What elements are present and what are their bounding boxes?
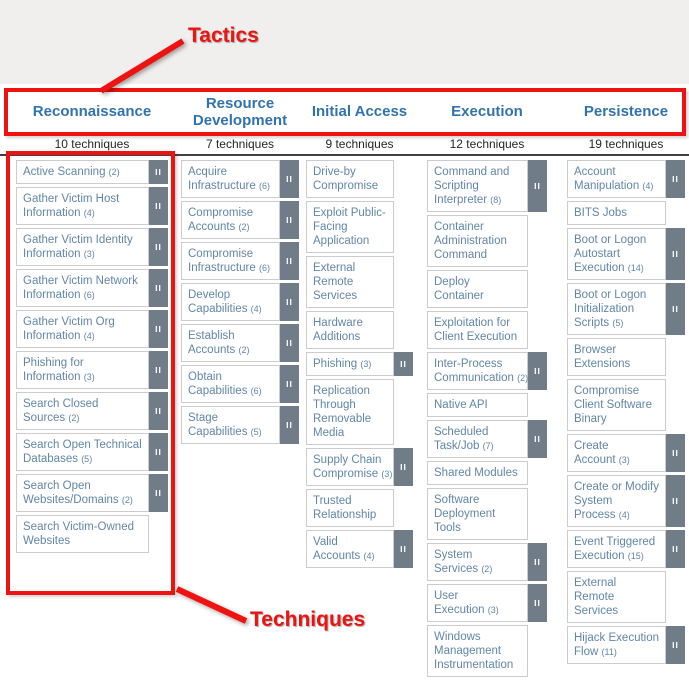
technique-label[interactable]: Supply Chain Compromise (3)	[306, 448, 394, 486]
technique-compromise-infrastructure[interactable]	[181, 242, 299, 280]
technique-exploit-public-facing-application[interactable]	[306, 201, 413, 253]
technique-deploy-container[interactable]	[427, 270, 547, 308]
technique-replication-through-removable-media[interactable]	[306, 379, 413, 445]
technique-label[interactable]: Acquire Infrastructure (6)	[181, 160, 280, 198]
subtechnique-count: (4)	[642, 181, 654, 191]
technique-gather-victim-network-information[interactable]	[16, 269, 168, 307]
technique-develop-capabilities[interactable]	[181, 283, 299, 321]
tactic-header-resource-development[interactable]: Resource Development	[192, 94, 288, 129]
tactic-column-resource-development	[181, 160, 299, 447]
technique-phishing[interactable]	[306, 352, 413, 376]
subtechnique-expand-handle-icon[interactable]: II	[280, 365, 299, 403]
technique-native-api[interactable]	[427, 393, 547, 417]
subtechnique-count: (4)	[83, 331, 95, 341]
technique-windows-management-instrumentation[interactable]	[427, 625, 547, 677]
technique-label[interactable]: Hijack Execution Flow (11)	[567, 626, 666, 664]
technique-search-closed-sources[interactable]	[16, 392, 168, 430]
technique-label[interactable]: Native API	[427, 393, 528, 417]
subtechnique-expand-handle-icon[interactable]: II	[280, 242, 299, 280]
technique-container-administration-command[interactable]	[427, 215, 547, 267]
tactic-header-persistence[interactable]: Persistence	[583, 103, 669, 120]
technique-label[interactable]: External Remote Services	[567, 571, 666, 623]
subtechnique-expand-handle-icon[interactable]: II	[280, 201, 299, 239]
subtechnique-count: (8)	[490, 195, 502, 205]
technique-label[interactable]: Search Closed Sources (2)	[16, 392, 149, 430]
technique-system-services[interactable]	[427, 543, 547, 581]
technique-label[interactable]: Valid Accounts (4)	[306, 530, 394, 568]
technique-label[interactable]: Shared Modules	[427, 461, 528, 485]
subtechnique-expand-handle-icon[interactable]: II	[149, 269, 168, 307]
subtechnique-count: (15)	[627, 551, 644, 561]
matrix-header-divider	[0, 154, 689, 156]
subtechnique-expand-handle-icon[interactable]: II	[149, 228, 168, 266]
technique-label[interactable]: Replication Through Removable Media	[306, 379, 394, 445]
subtechnique-count: (2)	[481, 564, 493, 574]
technique-label[interactable]: Inter-Process Communication (2)	[427, 352, 528, 390]
tactic-column-reconnaissance	[16, 160, 168, 556]
technique-account-manipulation[interactable]	[567, 160, 685, 198]
technique-boot-or-logon-initialization-scripts[interactable]	[567, 283, 685, 335]
subtechnique-count: (11)	[601, 647, 617, 657]
technique-stage-capabilities[interactable]	[181, 406, 299, 444]
technique-scheduled-task-job[interactable]	[427, 420, 547, 458]
subtechnique-expand-handle-icon[interactable]: II	[666, 626, 685, 664]
tactic-count-reconnaissance: 10 techniques	[54, 137, 130, 151]
technique-label[interactable]: Gather Victim Identity Information (3)	[16, 228, 149, 266]
subtechnique-expand-handle-icon[interactable]: II	[394, 448, 413, 486]
technique-label[interactable]: Compromise Accounts (2)	[181, 201, 280, 239]
subtechnique-count: (5)	[81, 454, 93, 464]
subtechnique-count: (2)	[121, 495, 133, 505]
technique-label[interactable]: Boot or Logon Autostart Execution (14)	[567, 228, 666, 280]
technique-boot-or-logon-autostart-execution[interactable]	[567, 228, 685, 280]
subtechnique-expand-handle-icon[interactable]: II	[394, 352, 413, 376]
technique-compromise-client-software-binary[interactable]	[567, 379, 685, 431]
subtechnique-expand-handle-icon[interactable]: II	[149, 433, 168, 471]
subtechnique-expand-handle-icon[interactable]: II	[149, 187, 168, 225]
subtechnique-expand-handle-icon[interactable]: II	[666, 160, 685, 198]
technique-label[interactable]: Command and Scripting Interpreter (8)	[427, 160, 528, 212]
technique-label[interactable]: Gather Victim Host Information (4)	[16, 187, 149, 225]
subtechnique-count: (5)	[612, 318, 624, 328]
subtechnique-expand-handle-icon[interactable]: II	[528, 543, 547, 581]
technique-count-row	[0, 137, 689, 153]
technique-compromise-accounts[interactable]	[181, 201, 299, 239]
technique-shared-modules[interactable]	[427, 461, 547, 485]
technique-bits-jobs[interactable]	[567, 201, 685, 225]
technique-software-deployment-tools[interactable]	[427, 488, 547, 540]
technique-label[interactable]: Deploy Container	[427, 270, 528, 308]
technique-event-triggered-execution[interactable]	[567, 530, 685, 568]
subtechnique-count: (3)	[618, 455, 630, 465]
technique-label[interactable]: Obtain Capabilities (6)	[181, 365, 280, 403]
technique-label[interactable]: Boot or Logon Initialization Scripts (5)	[567, 283, 666, 335]
technique-label[interactable]: Phishing (3)	[306, 352, 394, 376]
subtechnique-expand-handle-icon[interactable]: II	[666, 530, 685, 568]
subtechnique-count: (6)	[258, 181, 270, 191]
technique-label[interactable]: Gather Victim Network Information (6)	[16, 269, 149, 307]
top-background-band	[0, 0, 689, 84]
technique-label[interactable]: Create or Modify System Process (4)	[567, 475, 666, 527]
subtechnique-expand-handle-icon[interactable]: II	[280, 406, 299, 444]
subtechnique-count: (6)	[83, 290, 95, 300]
technique-search-open-technical-databases[interactable]	[16, 433, 168, 471]
subtechnique-expand-handle-icon[interactable]: II	[149, 160, 168, 184]
technique-label[interactable]: Exploitation for Client Execution	[427, 311, 528, 349]
subtechnique-expand-handle-icon[interactable]: II	[528, 352, 547, 390]
technique-label[interactable]: Active Scanning (2)	[16, 160, 149, 184]
subtechnique-expand-handle-icon[interactable]: II	[666, 228, 685, 280]
subtechnique-count: (2)	[108, 167, 120, 177]
subtechnique-count: (6)	[250, 386, 262, 396]
technique-label[interactable]: Search Open Technical Databases (5)	[16, 433, 149, 471]
technique-label[interactable]: External Remote Services	[306, 256, 394, 308]
technique-valid-accounts[interactable]	[306, 530, 413, 568]
subtechnique-expand-handle-icon[interactable]: II	[666, 475, 685, 527]
subtechnique-expand-handle-icon[interactable]: II	[394, 530, 413, 568]
technique-label[interactable]: Establish Accounts (2)	[181, 324, 280, 362]
tactic-column-initial-access	[306, 160, 413, 571]
subtechnique-expand-handle-icon[interactable]: II	[528, 584, 547, 622]
technique-label[interactable]: Windows Management Instrumentation	[427, 625, 528, 677]
tactic-count-persistence: 19 techniques	[588, 137, 664, 151]
subtechnique-expand-handle-icon[interactable]: II	[666, 434, 685, 472]
techniques-annotation-label: Techniques	[250, 608, 366, 631]
technique-acquire-infrastructure[interactable]	[181, 160, 299, 198]
technique-obtain-capabilities[interactable]	[181, 365, 299, 403]
technique-label[interactable]: Search Victim-Owned Websites	[16, 515, 149, 553]
subtechnique-expand-handle-icon[interactable]: II	[666, 283, 685, 335]
tactic-header-execution[interactable]: Execution	[451, 103, 523, 120]
techniques-arrow	[177, 589, 246, 621]
technique-hijack-execution-flow[interactable]	[567, 626, 685, 664]
technique-label[interactable]: Hardware Additions	[306, 311, 394, 349]
technique-label[interactable]: Create Account (3)	[567, 434, 666, 472]
technique-gather-victim-host-information[interactable]	[16, 187, 168, 225]
technique-establish-accounts[interactable]	[181, 324, 299, 362]
technique-label[interactable]: Exploit Public-Facing Application	[306, 201, 394, 253]
subtechnique-count: (4)	[250, 304, 262, 314]
technique-command-and-scripting-interpreter[interactable]	[427, 160, 547, 212]
technique-label[interactable]: User Execution (3)	[427, 584, 528, 622]
technique-exploitation-for-client-execution[interactable]	[427, 311, 547, 349]
technique-label[interactable]: Develop Capabilities (4)	[181, 283, 280, 321]
tactic-count-execution: 12 techniques	[449, 137, 525, 151]
subtechnique-expand-handle-icon[interactable]: II	[280, 324, 299, 362]
subtechnique-count: (3)	[360, 359, 372, 369]
technique-phishing-for-information[interactable]	[16, 351, 168, 389]
subtechnique-count: (7)	[482, 441, 494, 451]
tactic-column-execution	[427, 160, 547, 680]
technique-label[interactable]: Trusted Relationship	[306, 489, 394, 527]
subtechnique-count: (3)	[83, 372, 95, 382]
subtechnique-expand-handle-icon[interactable]: II	[149, 392, 168, 430]
technique-search-victim-owned-websites[interactable]	[16, 515, 168, 553]
subtechnique-count: (2)	[238, 222, 250, 232]
technique-label[interactable]: Stage Capabilities (5)	[181, 406, 280, 444]
subtechnique-count: (5)	[250, 427, 262, 437]
subtechnique-count: (4)	[83, 208, 95, 218]
subtechnique-count: (3)	[83, 249, 95, 259]
tactic-column-persistence	[567, 160, 685, 667]
subtechnique-count: (4)	[618, 510, 630, 520]
subtechnique-expand-handle-icon[interactable]: II	[149, 474, 168, 512]
subtechnique-count: (2)	[238, 345, 250, 355]
tactic-header-row	[0, 88, 689, 135]
technique-label[interactable]: Phishing for Information (3)	[16, 351, 149, 389]
tactic-count-resource-development: 7 techniques	[205, 137, 275, 151]
technique-label[interactable]: Compromise Client Software Binary	[567, 379, 666, 431]
technique-active-scanning[interactable]	[16, 160, 168, 184]
technique-label[interactable]: Drive-by Compromise	[306, 160, 394, 198]
technique-gather-victim-org-information[interactable]	[16, 310, 168, 348]
technique-label[interactable]: Search Open Websites/Domains (2)	[16, 474, 149, 512]
subtechnique-count: (6)	[258, 263, 270, 273]
subtechnique-count: (3)	[487, 605, 499, 615]
technique-create-or-modify-system-process[interactable]	[567, 475, 685, 527]
tactic-header-initial-access[interactable]: Initial Access	[311, 103, 408, 120]
technique-label[interactable]: Compromise Infrastructure (6)	[181, 242, 280, 280]
technique-external-remote-services[interactable]	[567, 571, 685, 623]
subtechnique-count: (14)	[627, 263, 644, 273]
technique-label[interactable]: System Services (2)	[427, 543, 528, 581]
technique-label[interactable]: Gather Victim Org Information (4)	[16, 310, 149, 348]
technique-browser-extensions[interactable]	[567, 338, 685, 376]
technique-label[interactable]: Browser Extensions	[567, 338, 666, 376]
tactic-count-initial-access: 9 techniques	[325, 137, 394, 151]
subtechnique-expand-handle-icon[interactable]: II	[528, 420, 547, 458]
technique-label[interactable]: Scheduled Task/Job (7)	[427, 420, 528, 458]
subtechnique-expand-handle-icon[interactable]: II	[528, 160, 547, 212]
technique-label[interactable]: Software Deployment Tools	[427, 488, 528, 540]
technique-hardware-additions[interactable]	[306, 311, 413, 349]
technique-label[interactable]: BITS Jobs	[567, 201, 666, 225]
subtechnique-expand-handle-icon[interactable]: II	[280, 160, 299, 198]
technique-label[interactable]: Container Administration Command	[427, 215, 528, 267]
technique-supply-chain-compromise[interactable]	[306, 448, 413, 486]
technique-create-account[interactable]	[567, 434, 685, 472]
subtechnique-expand-handle-icon[interactable]: II	[280, 283, 299, 321]
technique-drive-by-compromise[interactable]	[306, 160, 413, 198]
subtechnique-count: (4)	[363, 551, 375, 561]
subtechnique-count: (2)	[517, 373, 529, 383]
subtechnique-expand-handle-icon[interactable]: II	[149, 310, 168, 348]
technique-search-open-websites-domains[interactable]	[16, 474, 168, 512]
technique-label[interactable]: Event Triggered Execution (15)	[567, 530, 666, 568]
technique-user-execution[interactable]	[427, 584, 547, 622]
subtechnique-count: (2)	[68, 413, 80, 423]
technique-label[interactable]: Account Manipulation (4)	[567, 160, 666, 198]
subtechnique-count: (3)	[381, 469, 393, 479]
subtechnique-expand-handle-icon[interactable]: II	[149, 351, 168, 389]
technique-trusted-relationship[interactable]	[306, 489, 413, 527]
technique-external-remote-services[interactable]	[306, 256, 413, 308]
tactics-annotation-label: Tactics	[188, 24, 259, 47]
tactic-header-reconnaissance[interactable]: Reconnaissance	[32, 103, 152, 120]
technique-inter-process-communication[interactable]	[427, 352, 547, 390]
technique-gather-victim-identity-information[interactable]	[16, 228, 168, 266]
